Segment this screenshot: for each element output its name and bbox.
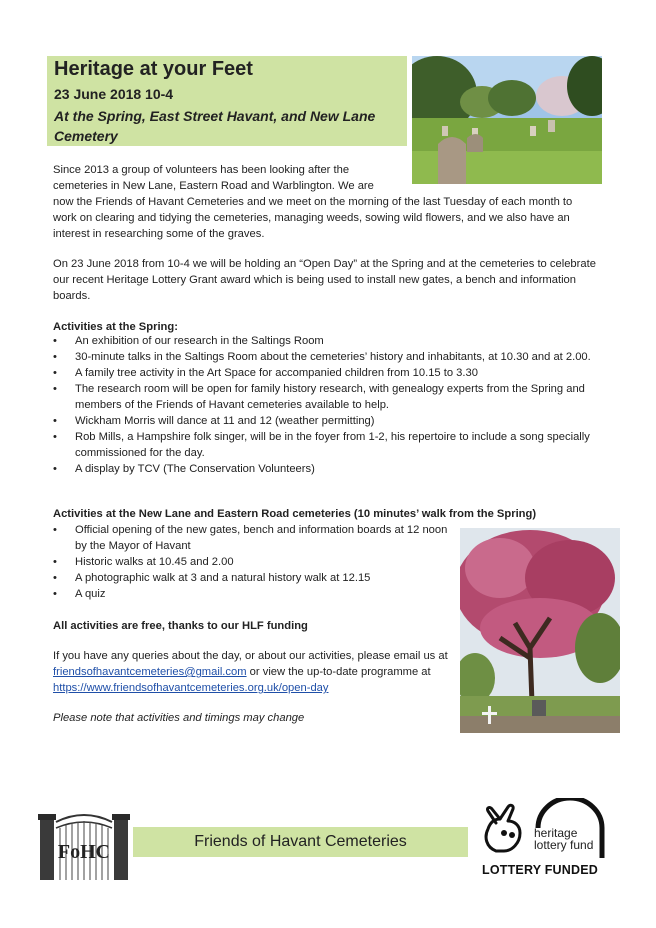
list-item: • An exhibition of our research in the Saltings Room <box>53 333 603 349</box>
hlf-line-1: heritage <box>534 826 578 840</box>
fohc-logo-letters: FoHC <box>57 841 111 863</box>
new-lane-heading: Activities at the New Lane and Eastern Road cemeteries (10 minutes’ walk from the Spring) <box>53 508 537 520</box>
email-link[interactable]: friendsofhavantcemeteries@gmail.com <box>53 666 247 678</box>
page-title: Heritage at your Feet <box>54 58 253 80</box>
hlf-line-2: lottery fund <box>534 838 594 852</box>
intro-rest: now the Friends of Havant Cemeteries and we meet on the morning of the last Tuesday of each month to work on clearing and tidying the cemeteries, managing weeds, sowing wild flowers, and we also have an interest in researching some of the graves. <box>53 196 573 240</box>
queries-text-1: If you have any queries about the day, or about our activities, please email us at <box>53 650 448 662</box>
list-item: • Wickham Morris will dance at 11 and 12 (weather permitting) <box>53 413 603 429</box>
list-item: • A quiz <box>53 586 448 602</box>
list-item: • The research room will be open for family history research, with genealogy experts from the Spring and members of the Friends of Havant cemeteries available to help. <box>53 381 603 413</box>
spring-activity-list <box>53 333 603 477</box>
hlf-wordmark <box>534 827 593 851</box>
fohc-gate-logo <box>38 808 130 880</box>
list-item: • Rob Mills, a Hampshire folk singer, will be in the foyer from 1-2, his repertoire to include a song specially commissioned for the day. <box>53 429 603 461</box>
queries-text-2: or view the up-to-date programme at <box>249 666 431 678</box>
lottery-crossed-fingers-icon <box>478 803 528 855</box>
open-day-link[interactable]: https://www.friendsofhavantcemeteries.org.uk/open-day <box>53 682 329 694</box>
event-location: At the Spring, East Street Havant, and New Lane Cemetery <box>54 108 376 144</box>
blossom-tree-photo <box>460 528 620 733</box>
list-item: • A display by TCV (The Conservation Volunteers) <box>53 461 603 477</box>
event-date: 23 June 2018 10-4 <box>54 86 174 102</box>
intro-line-1: Since 2013 a group of volunteers has been looking after the <box>53 164 350 176</box>
free-activities-note: All activities are free, thanks to our HLF funding <box>53 620 308 632</box>
list-item: • Official opening of the new gates, bench and information boards at 12 noon by the Mayor of Havant <box>53 522 448 554</box>
list-item: • A photographic walk at 3 and a natural history walk at 12.15 <box>53 570 448 586</box>
list-item: • A family tree activity in the Art Space for accompanied children from 10.15 to 3.30 <box>53 365 603 381</box>
disclaimer-note: Please note that activities and timings may change <box>53 712 305 724</box>
spring-heading: Activities at the Spring: <box>53 321 178 333</box>
footer-org-name: Friends of Havant Cemeteries <box>194 833 407 850</box>
list-item: • Historic walks at 10.45 and 2.00 <box>53 554 448 570</box>
list-item: • 30-minute talks in the Saltings Room about the cemeteries’ history and inhabitants, at 10.30 and at 2.00. <box>53 349 603 365</box>
new-lane-activity-list <box>53 522 448 602</box>
lottery-funded-label: LOTTERY FUNDED <box>482 863 598 877</box>
open-day-paragraph: On 23 June 2018 from 10-4 we will be holding an “Open Day” at the Spring and at the cemeteries to celebrate our recent Heritage Lottery Grant award which is being used to install new gates, a bench and information boards. <box>53 258 596 302</box>
intro-line-2: cemeteries in New Lane, Eastern Road and Warblington. We are <box>53 180 374 192</box>
intro-paragraph <box>53 162 598 242</box>
queries-paragraph <box>53 648 453 696</box>
